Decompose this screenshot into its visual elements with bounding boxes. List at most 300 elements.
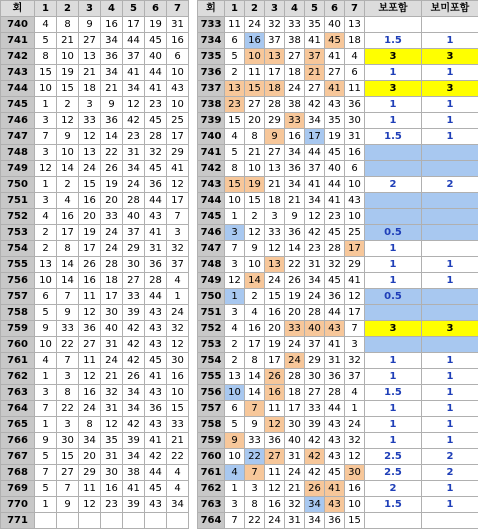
number-cell: 41 xyxy=(167,161,189,177)
table-row xyxy=(198,193,478,209)
round-number-cell: 763 xyxy=(198,497,225,513)
bonus-excluded-match-cell xyxy=(422,241,478,257)
number-cell: 19 xyxy=(145,17,167,33)
number-cell: 14 xyxy=(245,369,265,385)
number-cell: 4 xyxy=(167,481,189,497)
number-cell: 24 xyxy=(245,17,265,33)
number-cell: 22 xyxy=(57,337,79,353)
number-cell: 21 xyxy=(265,177,285,193)
number-cell: 35 xyxy=(101,433,123,449)
number-cell: 41 xyxy=(305,33,325,49)
round-number-cell: 751 xyxy=(1,193,35,209)
number-cell: 41 xyxy=(123,481,145,497)
table-row xyxy=(1,513,189,529)
bonus-excluded-match-cell: 1 xyxy=(422,497,478,513)
number-cell xyxy=(123,513,145,529)
number-cell: 37 xyxy=(123,49,145,65)
number-cell: 32 xyxy=(345,433,365,449)
right-results-table xyxy=(197,0,478,529)
number-cell: 4 xyxy=(35,17,57,33)
number-cell: 33 xyxy=(79,113,101,129)
number-cell: 34 xyxy=(101,33,123,49)
right-header-cell: 4 xyxy=(285,1,305,17)
number-cell: 24 xyxy=(101,241,123,257)
number-cell: 33 xyxy=(265,225,285,241)
number-cell: 24 xyxy=(345,417,365,433)
bonus-included-match-cell: 1 xyxy=(365,257,422,273)
number-cell: 12 xyxy=(167,337,189,353)
number-cell: 37 xyxy=(123,225,145,241)
round-number-cell: 757 xyxy=(198,401,225,417)
number-cell: 41 xyxy=(145,225,167,241)
number-cell: 2 xyxy=(57,177,79,193)
number-cell: 31 xyxy=(101,337,123,353)
number-cell: 41 xyxy=(325,481,345,497)
number-cell: 24 xyxy=(265,273,285,289)
number-cell: 15 xyxy=(79,177,101,193)
number-cell: 30 xyxy=(345,465,365,481)
number-cell: 5 xyxy=(35,33,57,49)
bonus-excluded-match-cell: 1 xyxy=(422,129,478,145)
number-cell: 6 xyxy=(35,289,57,305)
number-cell: 43 xyxy=(325,497,345,513)
number-cell: 6 xyxy=(345,161,365,177)
number-cell: 10 xyxy=(225,449,245,465)
number-cell: 23 xyxy=(225,97,245,113)
number-cell: 13 xyxy=(265,161,285,177)
bonus-included-match-cell xyxy=(365,17,422,33)
number-cell: 12 xyxy=(345,449,365,465)
number-cell: 3 xyxy=(57,369,79,385)
number-cell xyxy=(79,513,101,529)
number-cell: 11 xyxy=(79,289,101,305)
table-row xyxy=(1,257,189,273)
number-cell: 1 xyxy=(35,497,57,513)
number-cell: 43 xyxy=(167,81,189,97)
table-row xyxy=(1,417,189,433)
round-number-cell: 756 xyxy=(198,385,225,401)
number-cell: 45 xyxy=(145,33,167,49)
number-cell: 8 xyxy=(245,497,265,513)
number-cell: 27 xyxy=(123,273,145,289)
round-number-cell: 761 xyxy=(198,465,225,481)
number-cell: 22 xyxy=(101,145,123,161)
table-row xyxy=(1,305,189,321)
number-cell: 19 xyxy=(101,177,123,193)
number-cell: 3 xyxy=(225,497,245,513)
number-cell: 25 xyxy=(167,113,189,129)
number-cell: 19 xyxy=(79,225,101,241)
number-cell: 7 xyxy=(245,401,265,417)
number-cell: 34 xyxy=(79,433,101,449)
number-cell: 17 xyxy=(345,305,365,321)
left-header-cell: 4 xyxy=(101,1,123,17)
number-cell: 16 xyxy=(57,209,79,225)
number-cell: 5 xyxy=(35,449,57,465)
number-cell: 1 xyxy=(345,401,365,417)
number-cell: 41 xyxy=(345,273,365,289)
number-cell: 16 xyxy=(265,305,285,321)
number-cell: 27 xyxy=(57,465,79,481)
number-cell: 9 xyxy=(245,417,265,433)
number-cell: 27 xyxy=(325,65,345,81)
round-number-cell: 758 xyxy=(1,305,35,321)
number-cell: 31 xyxy=(101,401,123,417)
number-cell: 15 xyxy=(57,81,79,97)
round-number-cell: 742 xyxy=(198,161,225,177)
number-cell: 9 xyxy=(265,129,285,145)
number-cell: 28 xyxy=(265,97,285,113)
number-cell: 24 xyxy=(123,177,145,193)
number-cell: 43 xyxy=(145,417,167,433)
number-cell: 12 xyxy=(265,481,285,497)
number-cell: 36 xyxy=(325,289,345,305)
round-number-cell: 770 xyxy=(1,497,35,513)
bonus-excluded-match-cell: 2 xyxy=(422,465,478,481)
number-cell: 23 xyxy=(325,209,345,225)
number-cell: 33 xyxy=(285,17,305,33)
table-row xyxy=(1,145,189,161)
number-cell: 43 xyxy=(325,417,345,433)
number-cell: 12 xyxy=(79,369,101,385)
round-number-cell: 748 xyxy=(1,145,35,161)
number-cell: 45 xyxy=(145,353,167,369)
bonus-excluded-match-cell xyxy=(422,17,478,33)
number-cell: 41 xyxy=(325,193,345,209)
number-cell: 25 xyxy=(345,225,365,241)
table-row xyxy=(1,353,189,369)
bonus-included-match-cell: 1.5 xyxy=(365,129,422,145)
number-cell: 37 xyxy=(305,49,325,65)
round-number-cell: 757 xyxy=(1,289,35,305)
number-cell: 9 xyxy=(57,305,79,321)
table-row xyxy=(1,113,189,129)
round-number-cell: 740 xyxy=(1,17,35,33)
number-cell: 44 xyxy=(325,401,345,417)
number-cell: 15 xyxy=(245,193,265,209)
round-number-cell: 759 xyxy=(198,433,225,449)
table-row xyxy=(1,401,189,417)
number-cell: 2 xyxy=(225,337,245,353)
number-cell: 42 xyxy=(305,97,325,113)
number-cell: 21 xyxy=(285,481,305,497)
number-cell: 16 xyxy=(345,481,365,497)
table-row xyxy=(198,513,478,529)
number-cell: 28 xyxy=(325,241,345,257)
number-cell: 1 xyxy=(225,289,245,305)
round-number-cell: 764 xyxy=(1,401,35,417)
number-cell: 21 xyxy=(167,433,189,449)
round-number-cell: 734 xyxy=(198,33,225,49)
number-cell: 39 xyxy=(123,497,145,513)
number-cell: 21 xyxy=(245,145,265,161)
number-cell: 14 xyxy=(57,161,79,177)
round-number-cell: 733 xyxy=(198,17,225,33)
number-cell: 5 xyxy=(35,305,57,321)
table-row xyxy=(1,241,189,257)
number-cell: 12 xyxy=(245,225,265,241)
number-cell: 20 xyxy=(285,305,305,321)
number-cell: 18 xyxy=(345,33,365,49)
number-cell: 13 xyxy=(225,81,245,97)
number-cell: 28 xyxy=(145,129,167,145)
round-number-cell: 746 xyxy=(1,113,35,129)
number-cell: 10 xyxy=(57,49,79,65)
number-cell: 39 xyxy=(123,433,145,449)
number-cell: 10 xyxy=(167,385,189,401)
number-cell: 41 xyxy=(305,177,325,193)
number-cell: 10 xyxy=(35,337,57,353)
number-cell: 7 xyxy=(57,289,79,305)
table-row xyxy=(1,209,189,225)
right-header-cell: 6 xyxy=(325,1,345,17)
table-row xyxy=(1,81,189,97)
table-row xyxy=(198,369,478,385)
number-cell: 2 xyxy=(245,209,265,225)
table-row xyxy=(1,97,189,113)
number-cell: 8 xyxy=(225,161,245,177)
number-cell: 16 xyxy=(79,193,101,209)
number-cell: 18 xyxy=(285,385,305,401)
number-cell: 17 xyxy=(265,65,285,81)
number-cell: 13 xyxy=(79,145,101,161)
number-cell: 17 xyxy=(245,337,265,353)
right-header-cell: 3 xyxy=(265,1,285,17)
number-cell: 20 xyxy=(79,209,101,225)
number-cell: 24 xyxy=(285,353,305,369)
number-cell: 32 xyxy=(145,145,167,161)
number-cell: 42 xyxy=(305,225,325,241)
number-cell: 5 xyxy=(35,481,57,497)
number-cell: 10 xyxy=(245,257,265,273)
number-cell: 32 xyxy=(101,385,123,401)
number-cell: 31 xyxy=(285,449,305,465)
table-row xyxy=(198,385,478,401)
number-cell: 9 xyxy=(57,129,79,145)
number-cell: 12 xyxy=(79,129,101,145)
number-cell: 29 xyxy=(305,353,325,369)
number-cell: 37 xyxy=(345,369,365,385)
bonus-excluded-match-cell: 1 xyxy=(422,385,478,401)
bonus-included-match-cell: 0.5 xyxy=(365,289,422,305)
bonus-excluded-match-cell xyxy=(422,193,478,209)
bonus-excluded-match-cell: 1 xyxy=(422,481,478,497)
number-cell: 45 xyxy=(325,33,345,49)
number-cell: 16 xyxy=(79,385,101,401)
number-cell xyxy=(35,513,57,529)
number-cell: 13 xyxy=(35,257,57,273)
number-cell: 3 xyxy=(35,385,57,401)
round-number-cell: 752 xyxy=(198,321,225,337)
number-cell: 32 xyxy=(167,321,189,337)
table-row xyxy=(1,369,189,385)
number-cell: 4 xyxy=(57,193,79,209)
bonus-excluded-match-cell: 1 xyxy=(422,353,478,369)
number-cell: 14 xyxy=(57,273,79,289)
number-cell: 3 xyxy=(225,305,245,321)
number-cell: 33 xyxy=(285,321,305,337)
number-cell: 19 xyxy=(57,65,79,81)
number-cell: 16 xyxy=(345,145,365,161)
round-number-cell: 747 xyxy=(1,129,35,145)
number-cell: 32 xyxy=(285,497,305,513)
number-cell: 38 xyxy=(123,465,145,481)
number-cell: 13 xyxy=(345,17,365,33)
round-number-cell: 750 xyxy=(1,177,35,193)
round-number-cell: 760 xyxy=(198,449,225,465)
bonus-included-match-cell: 1 xyxy=(365,241,422,257)
number-cell: 13 xyxy=(265,257,285,273)
number-cell: 34 xyxy=(123,385,145,401)
number-cell: 45 xyxy=(145,161,167,177)
number-cell: 34 xyxy=(167,497,189,513)
number-cell: 45 xyxy=(145,481,167,497)
round-number-cell: 739 xyxy=(198,113,225,129)
table-row xyxy=(1,289,189,305)
left-header-cell: 회 xyxy=(1,1,35,17)
number-cell: 33 xyxy=(285,113,305,129)
number-cell: 9 xyxy=(225,433,245,449)
number-cell: 43 xyxy=(325,97,345,113)
number-cell: 28 xyxy=(101,257,123,273)
number-cell: 12 xyxy=(101,417,123,433)
number-cell: 33 xyxy=(101,209,123,225)
table-row xyxy=(1,193,189,209)
number-cell: 8 xyxy=(79,417,101,433)
table-row xyxy=(198,481,478,497)
number-cell: 22 xyxy=(57,401,79,417)
number-cell: 9 xyxy=(35,321,57,337)
number-cell: 21 xyxy=(57,33,79,49)
number-cell: 42 xyxy=(123,337,145,353)
table-row xyxy=(198,337,478,353)
number-cell: 12 xyxy=(265,241,285,257)
number-cell: 10 xyxy=(345,177,365,193)
number-cell: 6 xyxy=(225,33,245,49)
number-cell: 43 xyxy=(345,193,365,209)
number-cell: 33 xyxy=(123,289,145,305)
bonus-included-match-cell: 1 xyxy=(365,353,422,369)
number-cell: 35 xyxy=(305,17,325,33)
number-cell: 21 xyxy=(101,81,123,97)
number-cell: 24 xyxy=(285,465,305,481)
bonus-included-match-cell: 2.5 xyxy=(365,465,422,481)
number-cell: 30 xyxy=(123,257,145,273)
number-cell: 41 xyxy=(145,81,167,97)
number-cell: 43 xyxy=(145,385,167,401)
number-cell: 22 xyxy=(167,449,189,465)
number-cell: 34 xyxy=(305,273,325,289)
bonus-included-match-cell: 1 xyxy=(365,97,422,113)
right-header-row xyxy=(198,1,478,17)
number-cell xyxy=(145,513,167,529)
number-cell: 4 xyxy=(345,385,365,401)
round-number-cell: 735 xyxy=(198,49,225,65)
number-cell: 7 xyxy=(35,465,57,481)
table-row xyxy=(198,209,478,225)
round-number-cell: 766 xyxy=(1,433,35,449)
number-cell: 36 xyxy=(325,513,345,529)
table-row xyxy=(1,497,189,513)
bonus-included-match-cell xyxy=(365,209,422,225)
round-number-cell: 745 xyxy=(198,209,225,225)
table-row xyxy=(198,33,478,49)
number-cell: 3 xyxy=(245,481,265,497)
bonus-excluded-match-cell: 1 xyxy=(422,33,478,49)
round-number-cell: 761 xyxy=(1,353,35,369)
number-cell: 8 xyxy=(57,385,79,401)
number-cell: 41 xyxy=(325,49,345,65)
number-cell: 33 xyxy=(305,401,325,417)
table-row xyxy=(1,481,189,497)
number-cell: 26 xyxy=(79,257,101,273)
number-cell: 15 xyxy=(225,113,245,129)
round-number-cell: 765 xyxy=(1,417,35,433)
round-number-cell: 741 xyxy=(1,33,35,49)
number-cell: 36 xyxy=(145,401,167,417)
bonus-included-match-cell xyxy=(365,145,422,161)
number-cell: 35 xyxy=(325,113,345,129)
number-cell: 24 xyxy=(101,353,123,369)
number-cell: 7 xyxy=(57,481,79,497)
number-cell: 10 xyxy=(245,49,265,65)
number-cell: 44 xyxy=(305,145,325,161)
number-cell: 12 xyxy=(167,177,189,193)
round-number-cell: 752 xyxy=(1,209,35,225)
table-row xyxy=(198,433,478,449)
round-number-cell: 749 xyxy=(1,161,35,177)
number-cell: 41 xyxy=(145,369,167,385)
number-cell: 7 xyxy=(225,513,245,529)
table-row xyxy=(198,49,478,65)
bonus-included-match-cell: 2.5 xyxy=(365,449,422,465)
number-cell: 16 xyxy=(167,369,189,385)
number-cell: 26 xyxy=(123,369,145,385)
number-cell: 30 xyxy=(285,417,305,433)
number-cell: 6 xyxy=(345,65,365,81)
table-row xyxy=(198,465,478,481)
left-header-cell: 1 xyxy=(35,1,57,17)
number-cell: 42 xyxy=(305,465,325,481)
number-cell: 37 xyxy=(305,337,325,353)
number-cell: 44 xyxy=(145,65,167,81)
number-cell: 36 xyxy=(145,177,167,193)
number-cell: 19 xyxy=(265,337,285,353)
number-cell: 33 xyxy=(167,417,189,433)
bonus-included-match-cell: 1 xyxy=(365,113,422,129)
number-cell: 34 xyxy=(285,145,305,161)
number-cell: 3 xyxy=(167,225,189,241)
round-number-cell: 763 xyxy=(1,385,35,401)
number-cell: 11 xyxy=(265,401,285,417)
number-cell: 24 xyxy=(285,337,305,353)
number-cell: 23 xyxy=(305,241,325,257)
number-cell: 6 xyxy=(225,401,245,417)
number-cell: 36 xyxy=(101,49,123,65)
number-cell: 4 xyxy=(225,465,245,481)
number-cell: 4 xyxy=(167,465,189,481)
number-cell: 18 xyxy=(285,65,305,81)
bonus-included-match-cell: 1 xyxy=(365,369,422,385)
number-cell: 45 xyxy=(325,465,345,481)
number-cell: 40 xyxy=(325,161,345,177)
number-cell: 7 xyxy=(35,129,57,145)
right-header-cell: 5 xyxy=(305,1,325,17)
number-cell: 16 xyxy=(265,497,285,513)
number-cell: 16 xyxy=(245,33,265,49)
number-cell: 27 xyxy=(79,337,101,353)
number-cell xyxy=(57,513,79,529)
